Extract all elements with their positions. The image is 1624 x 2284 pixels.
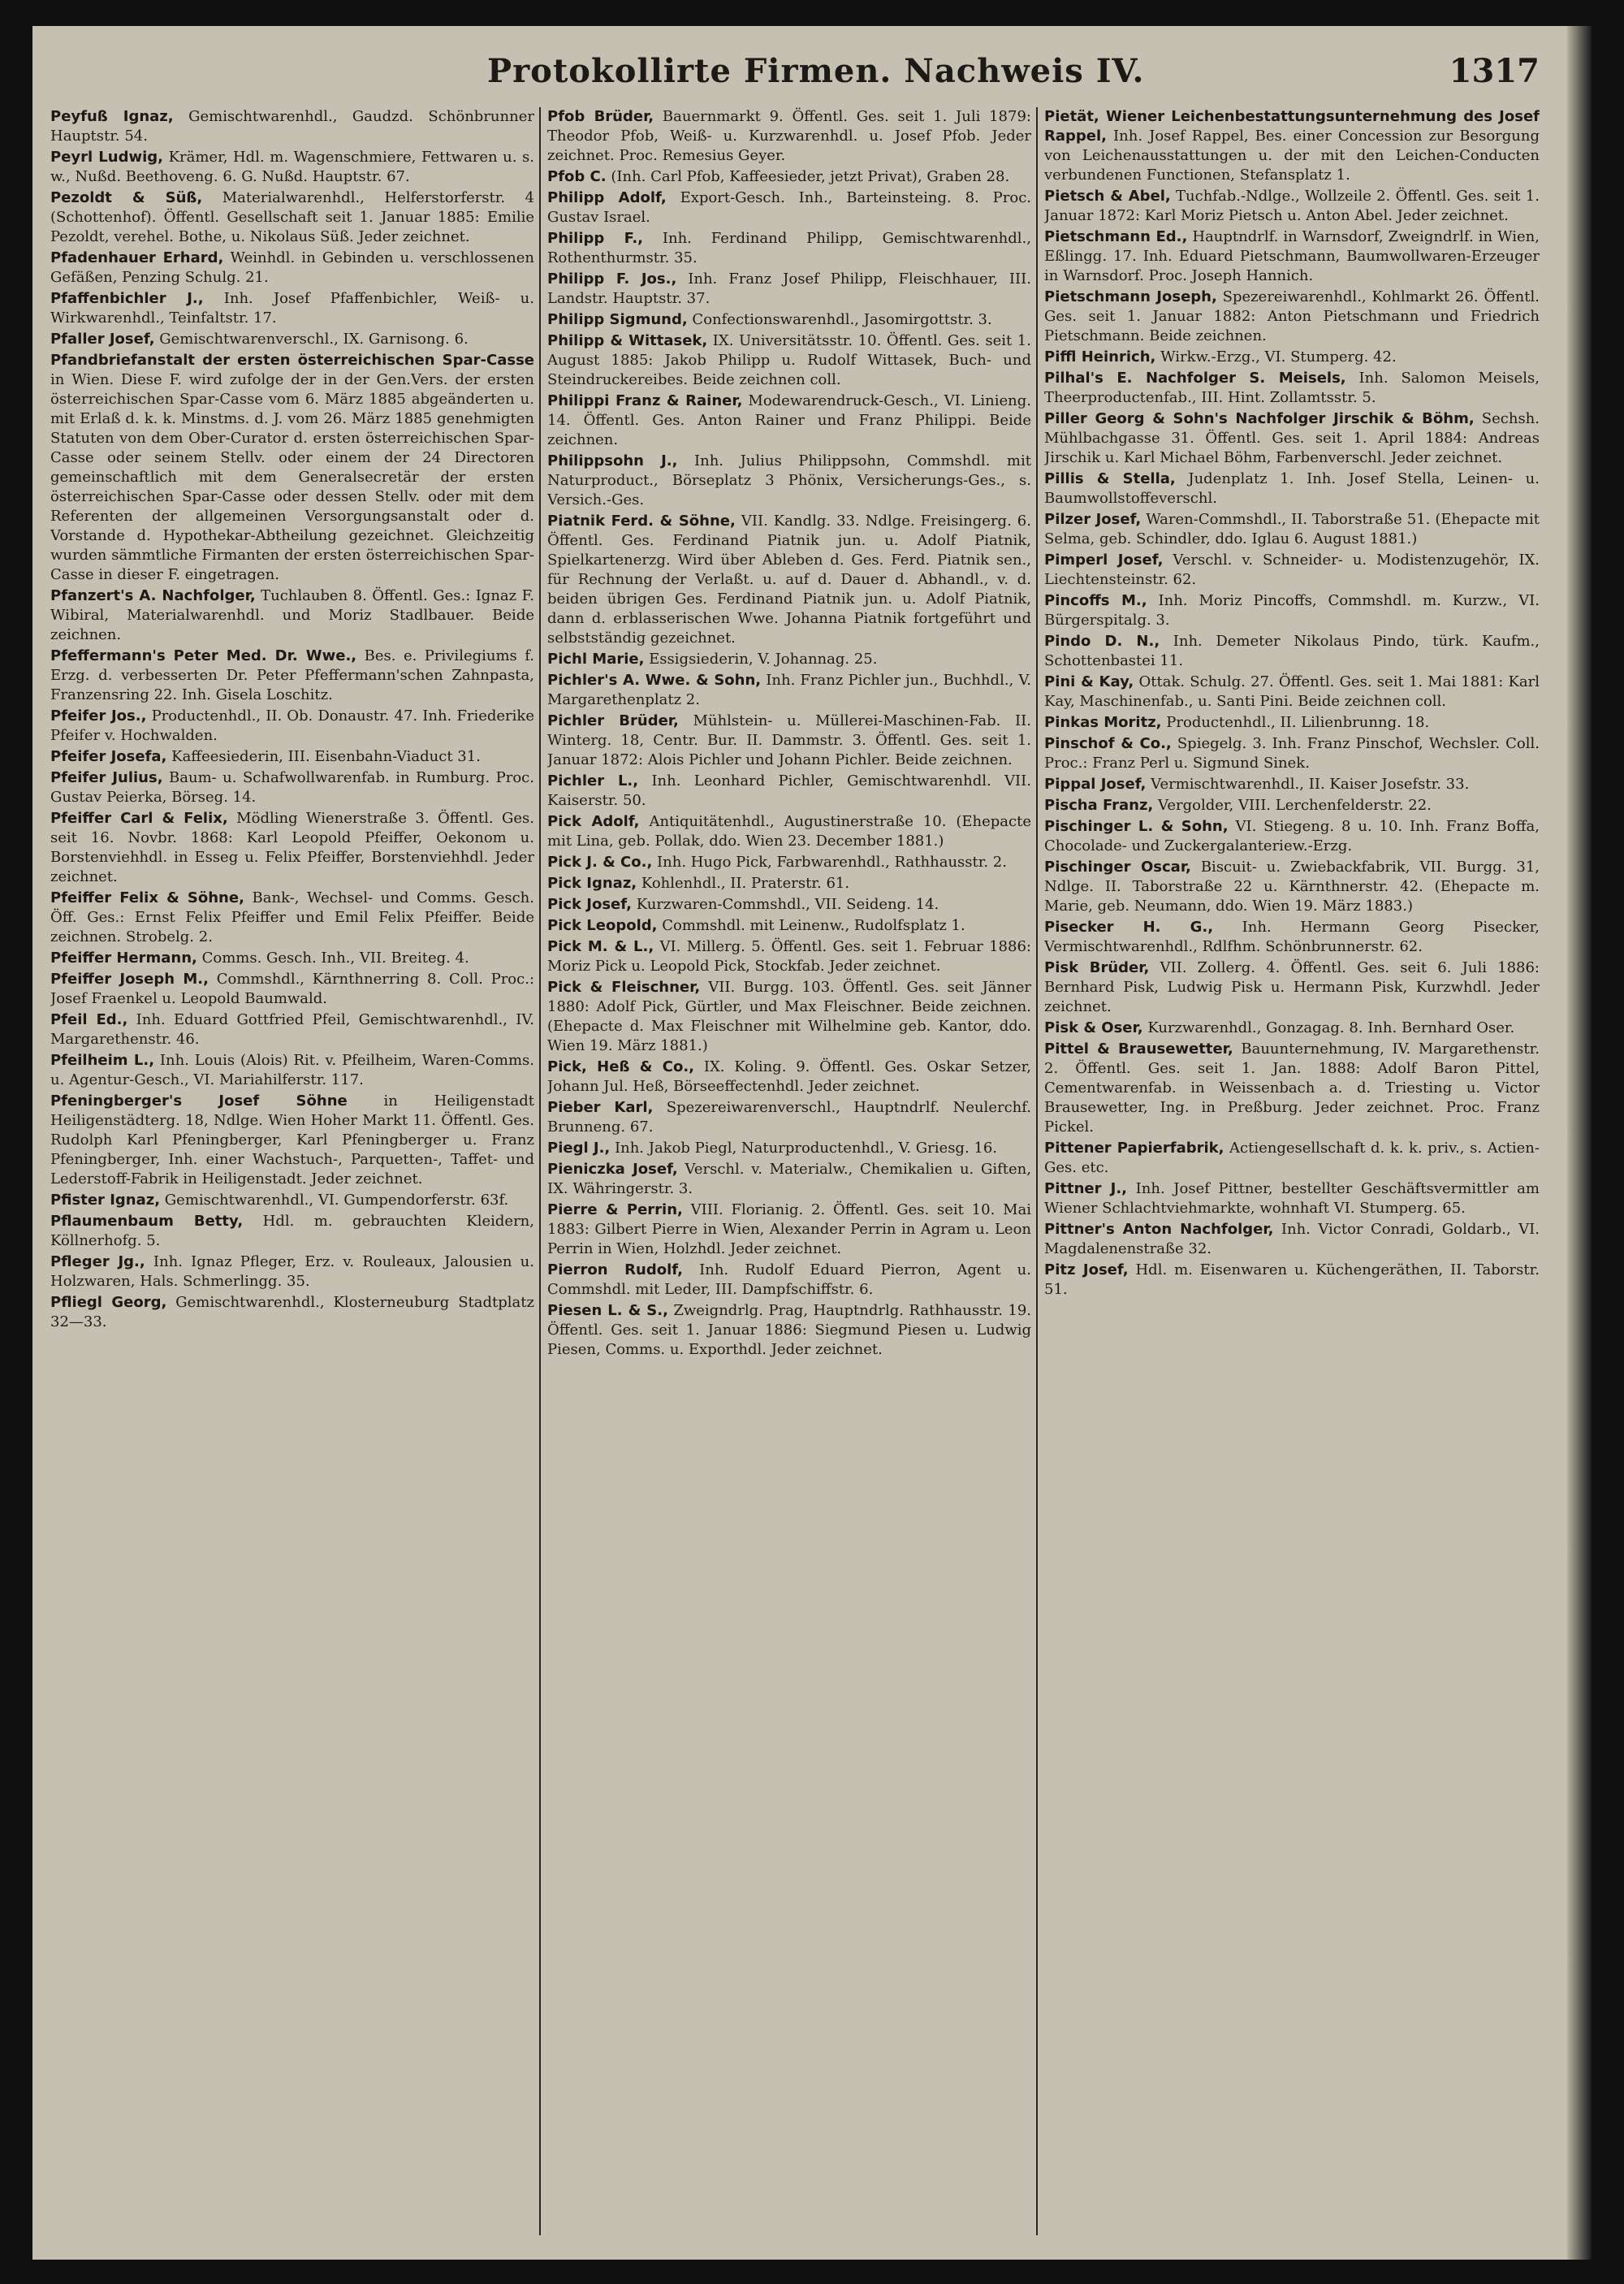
firm-name: Pichl Marie, [547, 651, 645, 668]
firm-description: Waren-Commshdl., II. Taborstraße 51. (Ehepacte mit Selma, geb. Schindler, ddo. Iglau 6. August 1881.) [1044, 511, 1540, 547]
firm-name: Pezoldt & Süß, [50, 189, 203, 206]
firm-name: Pierron Rudolf, [547, 1261, 683, 1278]
directory-entry [50, 1191, 534, 1210]
firm-description: VI. Stiegeng. 8 u. 10. Inh. Franz Boffa, Chocolade- und Zuckergalanteriew.-Erzg. [1044, 818, 1540, 854]
firm-description: Mühlstein- u. Müllerei-Maschinen-Fab. II. Winterg. 18, Centr. Bur. II. Dammstr. 3. Öffentl. Ges. seit 1. Januar 1872: Alois Pichler und Johann Pichler. Beide zeichnen. [547, 712, 1031, 768]
firm-description: Inh. Hermann Georg Pisecker, Vermischtwarenhdl., Rdlfhm. Schönbrunnerstr. 62. [1044, 919, 1540, 955]
directory-entry [1044, 713, 1540, 733]
directory-entry [50, 351, 534, 585]
firm-description: Antiquitätenhdl., Augustinerstraße 10. (Ehepacte mit Lina, geb. Pollak, ddo. Wien 23. December 1881.) [547, 813, 1031, 850]
firm-name: Pietschmann Ed., [1044, 228, 1188, 245]
firm-name: Pfeningberger's Josef Söhne [50, 1092, 348, 1110]
directory-entry [1044, 1139, 1540, 1178]
firm-name: Peyrl Ludwig, [50, 149, 163, 166]
directory-entry [547, 916, 1031, 936]
firm-name: Pilhal's E. Nachfolger S. Meisels, [1044, 370, 1346, 387]
directory-entry [547, 167, 1031, 187]
firm-description: Inh. Louis (Alois) Rit. v. Pfeilheim, Waren-Comms. u. Agentur-Gesch., VI. Mariahilferstr. 117. [50, 1052, 534, 1088]
firm-description: Zweigndrlg. Prag, Hauptndrlg. Rathhausstr. 19. Öffentl. Ges. seit 1. Januar 1886: Siegmund Piesen u. Ludwig Piesen, Comms. u. Exporthdl. Jeder zeichnet. [547, 1302, 1031, 1358]
firm-name: Pick J. & Co., [547, 854, 653, 871]
firm-name: Pfeiffer Felix & Söhne, [50, 889, 244, 906]
directory-entry [547, 650, 1031, 669]
firm-name: Philipp F., [547, 230, 644, 247]
firm-name: Pick Adolf, [547, 813, 640, 830]
page-spine-shadow [1567, 26, 1592, 2260]
directory-entry [547, 1261, 1031, 1300]
directory-entry [547, 512, 1031, 648]
directory-page [32, 26, 1592, 2260]
firm-name: Pischinger L. & Sohn, [1044, 818, 1229, 835]
firm-name: Pfister Ignaz, [50, 1192, 161, 1209]
firm-description: Inh. Victor Conradi, Goldarb., VI. Magdalenenstraße 32. [1044, 1221, 1540, 1257]
firm-description: Biscuit- u. Zwiebackfabrik, VII. Burgg. 31, Ndlge. II. Taborstraße 22 u. Kärnthnerstr. 42. (Ehepacte m. Marie, geb. Neumann, ddo. Wien 19. März 1883.) [1044, 859, 1540, 915]
firm-name: Piller Georg & Sohn's Nachfolger Jirschik & Böhm, [1044, 410, 1475, 427]
firm-description: Spiegelg. 3. Inh. Franz Pinschof, Wechsler. Coll. Proc.: Franz Perl u. Sigmund Sinek. [1044, 735, 1540, 772]
directory-entry [50, 1092, 534, 1189]
firm-description: in Heiligenstadt Heiligenstädterg. 18, Ndlge. Wien Hoher Markt 11. Öffentl. Ges. Rudolph Karl Pfeningberger, Karl Pfeningberger u. Franz Pfeningberger, Inh. einer Wachstuch-, Parquetten-, Taffet- und Lederstoff-Fabrik in Heiligenstadt. Jeder zeichnet. [50, 1092, 534, 1187]
firm-name: Pinschof & Co., [1044, 735, 1172, 752]
firm-description: Inh. Hugo Pick, Farbwarenhdl., Rathhausstr. 2. [657, 854, 1007, 871]
firm-name: Piesen L. & S., [547, 1302, 668, 1319]
firm-description: Inh. Demeter Nikolaus Pindo, türk. Kaufm., Schottenbastei 11. [1044, 633, 1540, 669]
firm-description: Inh. Jakob Piegl, Naturproductenhdl., V. Griesg. 16. [615, 1140, 998, 1157]
directory-entry [547, 1058, 1031, 1097]
firm-description: Hauptndrlf. in Warnsdorf, Zweigndrlf. in Wien, Eßlingg. 17. Inh. Eduard Pietschmann, Baumwollwaren-Erzeuger in Warnsdorf. Proc. Joseph Hannich. [1044, 228, 1540, 284]
firm-name: Pimperl Josef, [1044, 552, 1164, 569]
firm-name: Pietsch & Abel, [1044, 188, 1171, 205]
firm-description: Productenhdl., II. Lilienbrunng. 18. [1166, 714, 1430, 731]
firm-description: Judenplatz 1. Inh. Josef Stella, Leinen- u. Baumwollstoffeverschl. [1044, 470, 1540, 507]
firm-name: Pfanzert's A. Nachfolger, [50, 587, 256, 604]
firm-description: Hdl. m. Eisenwaren u. Küchengeräthen, II. Taborstr. 51. [1044, 1261, 1540, 1298]
firm-description: Bes. e. Privilegiums f. Erzg. d. verbesserten Dr. Peter Pfeffermann'schen Zahnpasta, Franzensring 22. Inh. Gisela Loschitz. [50, 647, 534, 703]
firm-name: Philipp Adolf, [547, 189, 667, 206]
directory-entry [1044, 227, 1540, 286]
column-divider [539, 107, 541, 2235]
directory-entry [1044, 288, 1540, 346]
firm-name: Pfadenhauer Erhard, [50, 249, 224, 266]
column-divider [1036, 107, 1038, 2235]
page-number: 1317 [1449, 52, 1540, 90]
directory-entry [547, 671, 1031, 710]
firm-name: Pflaumenbaum Betty, [50, 1213, 244, 1230]
directory-entry [1044, 469, 1540, 508]
firm-name: Pischinger Oscar, [1044, 859, 1191, 876]
firm-name: Pillis & Stella, [1044, 470, 1176, 487]
directory-entry [547, 1160, 1031, 1199]
firm-description: Materialwarenhdl., Helferstorferstr. 4 (Schottenhof). Öffentl. Gesellschaft seit 1. Januar 1885: Emilie Pezoldt, verehel. Bothe, u. Nikolaus Süß. Jeder zeichnet. [50, 189, 534, 245]
firm-name: Pfeifer Josefa, [50, 748, 167, 765]
firm-description: Inh. Leonhard Pichler, Gemischtwarenhdl. VII. Kaiserstr. 50. [547, 772, 1031, 809]
directory-entry [547, 772, 1031, 811]
directory-entry [50, 330, 534, 349]
firm-description: Essigsiederin, V. Johannag. 25. [649, 651, 878, 668]
firm-description: Inh. Franz Josef Philipp, Fleischhauer, III. Landstr. Hauptstr. 37. [547, 270, 1031, 307]
firm-name: Pfob C. [547, 168, 607, 185]
firm-name: Pichler Brüder, [547, 712, 679, 729]
firm-description: Commshdl., Kärnthnerring 8. Coll. Proc.: Josef Fraenkel u. Leopold Baumwald. [50, 971, 534, 1007]
firm-name: Pfeffermann's Peter Med. Dr. Wwe., [50, 647, 357, 664]
directory-entry [547, 452, 1031, 510]
firm-description: Modewarendruck-Gesch., VI. Linieng. 14. Öffentl. Ges. Anton Rainer und Franz Philippi. Beide zeichnen. [547, 392, 1031, 448]
firm-name: Pittel & Brausewetter, [1044, 1040, 1233, 1058]
directory-entry [1044, 858, 1540, 916]
directory-entry [547, 1301, 1031, 1360]
firm-name: Pfandbriefanstalt der ersten österreichischen Spar-Casse [50, 352, 534, 369]
firm-description: in Wien. Diese F. wird zufolge der in der Gen.Vers. der ersten österreichischen Spar-Casse vom 6. März 1885 abgeänderten u. mit Erlaß d. k. k. Minstms. d. J. vom 26. März 1885 genehmigten Statuten von dem Ober-Curator d. ersten österreichischen Spar-Casse oder seinem Stellv. oder einem der 24 Directoren gemeinschaftlich mit dem Generalsecretär der ersten österreichischen Spar-Casse oder dessen Stellv. oder mit dem Referenten der allgemeinen Versorgungsanstalt oder d. Vorstande d. Hypothekar-Abtheilung gezeichnet. Gleichzeitig wurden sämmtliche Firmanten der ersten österreichischen Spar-Casse in dieser F. eingetragen. [50, 371, 534, 583]
firm-name: Pichler L., [547, 772, 639, 789]
firm-description: Gemischtwarenhdl., Klosterneuburg Stadtplatz 32—33. [50, 1294, 534, 1330]
directory-entry [1044, 551, 1540, 590]
directory-entry [547, 310, 1031, 330]
directory-entry [50, 289, 534, 328]
firm-description: Gemischtwarenverschl., IX. Garnisong. 6. [159, 331, 469, 348]
directory-entry [547, 391, 1031, 450]
firm-description: Vergolder, VIII. Lerchenfelderstr. 22. [1158, 797, 1432, 814]
firm-name: Pisecker H. G., [1044, 919, 1214, 936]
firm-name: Pfeifer Julius, [50, 769, 163, 786]
firm-description: VII. Burgg. 103. Öffentl. Ges. seit Jänner 1880: Adolf Pick, Gürtler, und Max Fleischner. Beide zeichnen. (Ehepacte d. Max Fleischner mit Wilhelmine geb. Kantor, ddo. Wien 19. März 1881.) [547, 979, 1031, 1054]
directory-entry [50, 1051, 534, 1090]
firm-name: Pippal Josef, [1044, 776, 1147, 793]
directory-entry [547, 1200, 1031, 1259]
firm-description: VIII. Florianig. 2. Öffentl. Ges. seit 10. Mai 1883: Gilbert Pierre in Wien, Alexander Perrin in Agram u. Leon Perrin in Wien, Holzhdl. Jeder zeichnet. [547, 1201, 1031, 1257]
firm-description: Commshdl. mit Leinenw., Rudolfsplatz 1. [662, 917, 965, 934]
firm-name: Piffl Heinrich, [1044, 348, 1156, 366]
firm-name: Philipp Sigmund, [547, 311, 688, 328]
directory-entry [1044, 187, 1540, 226]
firm-name: Pincoffs M., [1044, 592, 1147, 609]
firm-name: Pilzer Josef, [1044, 511, 1142, 528]
firm-name: Pfaffenbichler J., [50, 290, 204, 307]
firm-description: Hdl. m. gebrauchten Kleidern, Köllnerhofg. 5. [50, 1213, 534, 1249]
firm-description: Inh. Josef Pfaffenbichler, Weiß- u. Wirkwarenhdl., Teinfaltstr. 17. [50, 290, 534, 327]
firm-name: Pieber Karl, [547, 1099, 654, 1116]
firm-description: Bank-, Wechsel- und Comms. Gesch. Öff. Ges.: Ernst Felix Pfeiffer und Emil Felix Pfeiffer. Beide zeichnen. Strobelg. 2. [50, 889, 534, 945]
directory-entry [1044, 409, 1540, 468]
firm-description: Spezereiwarenverschl., Hauptndrlf. Neulerchf. Brunneng. 67. [547, 1099, 1031, 1136]
directory-entry [1044, 673, 1540, 712]
firm-description: Actiengesellschaft d. k. k. priv., s. Actien-Ges. etc. [1044, 1140, 1540, 1176]
firm-description: Inh. Moriz Pincoffs, Commshdl. m. Kurzw., VI. Bürgerspitalg. 3. [1044, 592, 1540, 629]
firm-name: Philipp & Wittasek, [547, 332, 708, 349]
directory-entry [50, 107, 534, 146]
firm-description: Tuchfab.-Ndlge., Wollzeile 2. Öffentl. Ges. seit 1. Januar 1872: Karl Moriz Pietsch u. Anton Abel. Jeder zeichnet. [1044, 188, 1540, 224]
firm-description: Kurzwarenhdl., Gonzagag. 8. Inh. Bernhard Oser. [1147, 1019, 1515, 1036]
firm-name: Pierre & Perrin, [547, 1201, 683, 1218]
directory-entry [50, 249, 534, 288]
firm-description: Kaffeesiederin, III. Eisenbahn-Viaduct 31. [171, 748, 481, 765]
directory-entry [1044, 1019, 1540, 1038]
firm-description: Comms. Gesch. Inh., VII. Breiteg. 4. [201, 950, 469, 967]
firm-description: Inh. Josef Pittner, bestellter Geschäftsvermittler am Wiener Schlachtviehmarkte, wohnhaft VI. Stumperg. 65. [1044, 1180, 1540, 1217]
directory-entry [547, 270, 1031, 309]
firm-description: Inh. Eduard Gottfried Pfeil, Gemischtwarenhdl., IV. Margarethenstr. 46. [50, 1011, 534, 1048]
directory-entry [1044, 591, 1540, 630]
firm-description: IX. Universitätsstr. 10. Öffentl. Ges. seit 1. August 1885: Jakob Philipp u. Rudolf Wittasek, Buch- und Steindruckereibes. Beide zeichnen coll. [547, 332, 1031, 388]
firm-name: Piatnik Ferd. & Söhne, [547, 513, 736, 530]
firm-name: Pick, Heß & Co., [547, 1058, 695, 1075]
directory-entry [1044, 775, 1540, 794]
firm-name: Pischa Franz, [1044, 797, 1154, 814]
firm-name: Pfeil Ed., [50, 1011, 128, 1028]
firm-name: Pittner J., [1044, 1180, 1128, 1197]
firm-description: Spezereiwarenhdl., Kohlmarkt 26. Öffentl. Ges. seit 1. Januar 1882: Anton Pietschmann und Friedrich Pietschmann. Beide zeichnen. [1044, 288, 1540, 344]
firm-description: Sechsh. Mühlbachgasse 31. Öffentl. Ges. seit 1. April 1884: Andreas Jirschik u. Karl Michael Böhm, Farbenverschl. Jeder zeichnet. [1044, 410, 1540, 466]
firm-name: Pitz Josef, [1044, 1261, 1129, 1278]
directory-entry [547, 874, 1031, 893]
directory-entry [547, 895, 1031, 915]
running-title: Protokollirte Firmen. Nachweis IV. [487, 52, 1145, 90]
directory-entry [1044, 817, 1540, 856]
directory-entry [1044, 734, 1540, 773]
directory-entry [50, 707, 534, 746]
directory-entry [547, 331, 1031, 390]
firm-description: Inh. Ferdinand Philipp, Gemischtwarenhdl., Rothenthurmstr. 35. [547, 230, 1031, 266]
firm-name: Pfeifer Jos., [50, 707, 147, 725]
firm-description: Kohlenhdl., II. Praterstr. 61. [641, 875, 850, 892]
firm-name: Pick & Fleischner, [547, 979, 701, 996]
firm-name: Pfleger Jg., [50, 1253, 145, 1270]
directory-entry [50, 970, 534, 1009]
firm-description: VI. Millerg. 5. Öffentl. Ges. seit 1. Februar 1886: Moriz Pick u. Leopold Pick, Stockfab. Jeder zeichnet. [547, 938, 1031, 975]
firm-description: Krämer, Hdl. m. Wagenschmiere, Fettwaren u. s. w., Nußd. Beethoveng. 6. G. Nußd. Hauptstr. 67. [50, 149, 534, 185]
firm-description: Export-Gesch. Inh., Barteinsteing. 8. Proc. Gustav Israel. [547, 189, 1031, 226]
firm-description: Baum- u. Schafwollwarenfab. in Rumburg. Proc. Gustav Peierka, Börseg. 14. [50, 769, 534, 806]
directory-entry [1044, 107, 1540, 185]
firm-description: Ottak. Schulg. 27. Öffentl. Ges. seit 1. Mai 1881: Karl Kay, Maschinenfab., u. Santi Pini. Beide zeichnen coll. [1044, 673, 1540, 710]
directory-entry [547, 229, 1031, 268]
firm-name: Pichler's A. Wwe. & Sohn, [547, 672, 762, 689]
firm-name: Pick Ignaz, [547, 875, 637, 892]
directory-entry [547, 1139, 1031, 1158]
firm-name: Pfeiffer Carl & Felix, [50, 810, 228, 827]
directory-entry [1044, 796, 1540, 815]
firm-name: Pieniczka Josef, [547, 1161, 678, 1178]
directory-entry [1044, 1261, 1540, 1300]
directory-entry [1044, 1179, 1540, 1218]
firm-description: Productenhdl., II. Ob. Donaustr. 47. Inh. Friederike Pfeifer v. Hochwalden. [50, 707, 534, 744]
firm-name: Pietät, Wiener Leichenbestattungsunternehmung des Josef Rappel, [1044, 108, 1540, 145]
firm-name: Pfliegl Georg, [50, 1294, 167, 1311]
directory-entry [1044, 632, 1540, 671]
firm-description: Vermischtwarenhdl., II. Kaiser Josefstr. 33. [1151, 776, 1470, 793]
firm-name: Pittener Papierfabrik, [1044, 1140, 1224, 1157]
directory-entry [50, 809, 534, 887]
column-3 [1044, 107, 1540, 2252]
directory-entry [50, 889, 534, 947]
directory-entry [50, 1252, 534, 1291]
firm-name: Pfob Brüder, [547, 108, 654, 125]
firm-name: Pietschmann Joseph, [1044, 288, 1217, 305]
firm-name: Pick M. & L., [547, 938, 654, 955]
directory-entry [547, 1098, 1031, 1137]
directory-entry [547, 937, 1031, 976]
firm-name: Pisk & Oser, [1044, 1019, 1143, 1036]
firm-name: Philippsohn J., [547, 452, 678, 469]
directory-entry [1044, 958, 1540, 1017]
firm-description: Verschl. v. Materialw., Chemikalien u. Giften, IX. Währingerstr. 3. [547, 1161, 1031, 1197]
page-header [32, 26, 1559, 101]
firm-name: Pfeiffer Joseph M., [50, 971, 209, 988]
directory-entry [50, 1212, 534, 1251]
firm-description: Bauernmarkt 9. Öffentl. Ges. seit 1. Juli 1879: Theodor Pfob, Weiß- u. Kurzwarenhdl. u. Josef Pfob. Jeder zeichnet. Proc. Remesius Geyer. [547, 108, 1031, 164]
directory-entry [50, 586, 534, 645]
firm-description: Tuchlauben 8. Öffentl. Ges.: Ignaz F. Wibiral, Materialwarenhdl. und Moriz Stadlbauer. Beide zeichnen. [50, 587, 534, 643]
directory-entry [50, 647, 534, 705]
directory-entry [1044, 918, 1540, 957]
directory-entry [547, 188, 1031, 227]
directory-entry [50, 768, 534, 807]
directory-entry [1044, 369, 1540, 408]
directory-entry [547, 107, 1031, 166]
column-2 [547, 107, 1031, 2252]
firm-name: Pfeilheim L., [50, 1052, 155, 1069]
firm-name: Pick Leopold, [547, 917, 658, 934]
directory-entry [547, 812, 1031, 851]
directory-entry [1044, 1220, 1540, 1259]
firm-description: Inh. Salomon Meisels, Theerproductenfab., III. Hint. Zollamtsstr. 5. [1044, 370, 1540, 406]
firm-description: Kurzwaren-Commshdl., VII. Seideng. 14. [636, 896, 939, 913]
firm-name: Pfeiffer Hermann, [50, 950, 197, 967]
firm-description: Verschl. v. Schneider- u. Modistenzugehör, IX. Liechtensteinstr. 62. [1044, 552, 1540, 588]
firm-name: Pindo D. N., [1044, 633, 1160, 650]
directory-entry [50, 1010, 534, 1049]
firm-name: Pinkas Moritz, [1044, 714, 1162, 731]
directory-entry [1044, 510, 1540, 549]
firm-description: Inh. Julius Philippsohn, Commshdl. mit Naturproduct., Börseplatz 3 Phönix, Versicherungs-Ges., s. Versich.-Ges. [547, 452, 1031, 508]
firm-description: VII. Zollerg. 4. Öffentl. Ges. seit 6. Juli 1886: Bernhard Pisk, Ludwig Pisk u. Hermann Pisk, Kurzwhdl. Jeder zeichnet. [1044, 959, 1540, 1015]
firm-description: Inh. Franz Pichler jun., Buchhdl., V. Margarethenplatz 2. [547, 672, 1031, 708]
directory-entry [547, 853, 1031, 872]
firm-description: Inh. Josef Rappel, Bes. einer Concession zur Besorgung von Leichenausstattungen u. der mit den Leichen-Conducten verbundenen Functionen, Stefansplatz 1. [1044, 128, 1540, 184]
directory-entry [50, 747, 534, 767]
firm-description: IX. Koling. 9. Öffentl. Ges. Oskar Setzer, Johann Jul. Heß, Börseeffectenhdl. Jeder zeichnet. [547, 1058, 1031, 1095]
column-1 [50, 107, 534, 2252]
firm-name: Pfaller Josef, [50, 331, 155, 348]
firm-description: VII. Kandlg. 33. Ndlge. Freisingerg. 6. Öffentl. Ges. Ferdinand Piatnik jun. u. Adolf Piatnik, Spielkartenerzg. Wird über Ableben d. Ges. Ferd. Piatnik sen., für Rechnung der Verlaßt. u. auf d. Dauer d. Abhandl., v. d. beiden übrigen Ges. Ferdinand Piatnik jun. u. Adolf Piatnik, dann d. erblasserischen Wwe. Johanna Piatnik fortgeführt und selbstständig gezeichnet. [547, 513, 1031, 647]
firm-name: Pick Josef, [547, 896, 632, 913]
firm-name: Piegl J., [547, 1140, 611, 1157]
directory-entry [50, 148, 534, 187]
directory-entry [547, 978, 1031, 1056]
firm-description: Inh. Rudolf Eduard Pierron, Agent u. Commshdl. mit Leder, III. Dampfschiffstr. 6. [547, 1261, 1031, 1298]
firm-description: Confectionswarenhdl., Jasomirgottstr. 3. [692, 311, 992, 328]
directory-entry [50, 1293, 534, 1332]
firm-description: Inh. Ignaz Pfleger, Erz. v. Rouleaux, Jalousien u. Holzwaren, Hals. Schmerlingg. 35. [50, 1253, 534, 1290]
firm-name: Peyfuß Ignaz, [50, 108, 174, 125]
firm-description: (Inh. Carl Pfob, Kaffeesieder, jetzt Privat), Graben 28. [611, 168, 1010, 185]
firm-description: Wirkw.-Erzg., VI. Stumperg. 42. [1160, 348, 1397, 366]
directory-entry [50, 188, 534, 247]
firm-name: Pittner's Anton Nachfolger, [1044, 1221, 1274, 1238]
firm-name: Pini & Kay, [1044, 673, 1134, 690]
firm-name: Philippi Franz & Rainer, [547, 392, 743, 409]
firm-description: Bauunternehmung, IV. Margarethenstr. 2. Öffentl. Ges. seit 1. Jan. 1888: Adolf Baron Pittel, Cementwarenfab. in Weissenbach a. d. Triesting u. Victor Brausewetter, Ing. in Preßburg. Jeder zeichnet. Proc. Franz Pickel. [1044, 1040, 1540, 1136]
firm-name: Pisk Brüder, [1044, 959, 1150, 976]
firm-description: Mödling Wienerstraße 3. Öffentl. Ges. seit 16. Novbr. 1868: Karl Leopold Pfeiffer, Oekonom u. Borstenviehhdl. in Esseg u. Felix Pfeiffer, Borstenviehhdl. Jeder zeichnet. [50, 810, 534, 885]
directory-entry [1044, 1040, 1540, 1137]
directory-entry [1044, 348, 1540, 367]
directory-entry [547, 712, 1031, 770]
firm-description: Gemischtwarenhdl., Gaudzd. Schönbrunner Hauptstr. 54. [50, 108, 534, 145]
directory-entry [50, 949, 534, 968]
firm-name: Philipp F. Jos., [547, 270, 677, 288]
firm-description: Gemischtwarenhdl., VI. Gumpendorferstr. 63f. [164, 1192, 509, 1209]
firm-description: Weinhdl. in Gebinden u. verschlossenen Gefäßen, Penzing Schulg. 21. [50, 249, 534, 286]
